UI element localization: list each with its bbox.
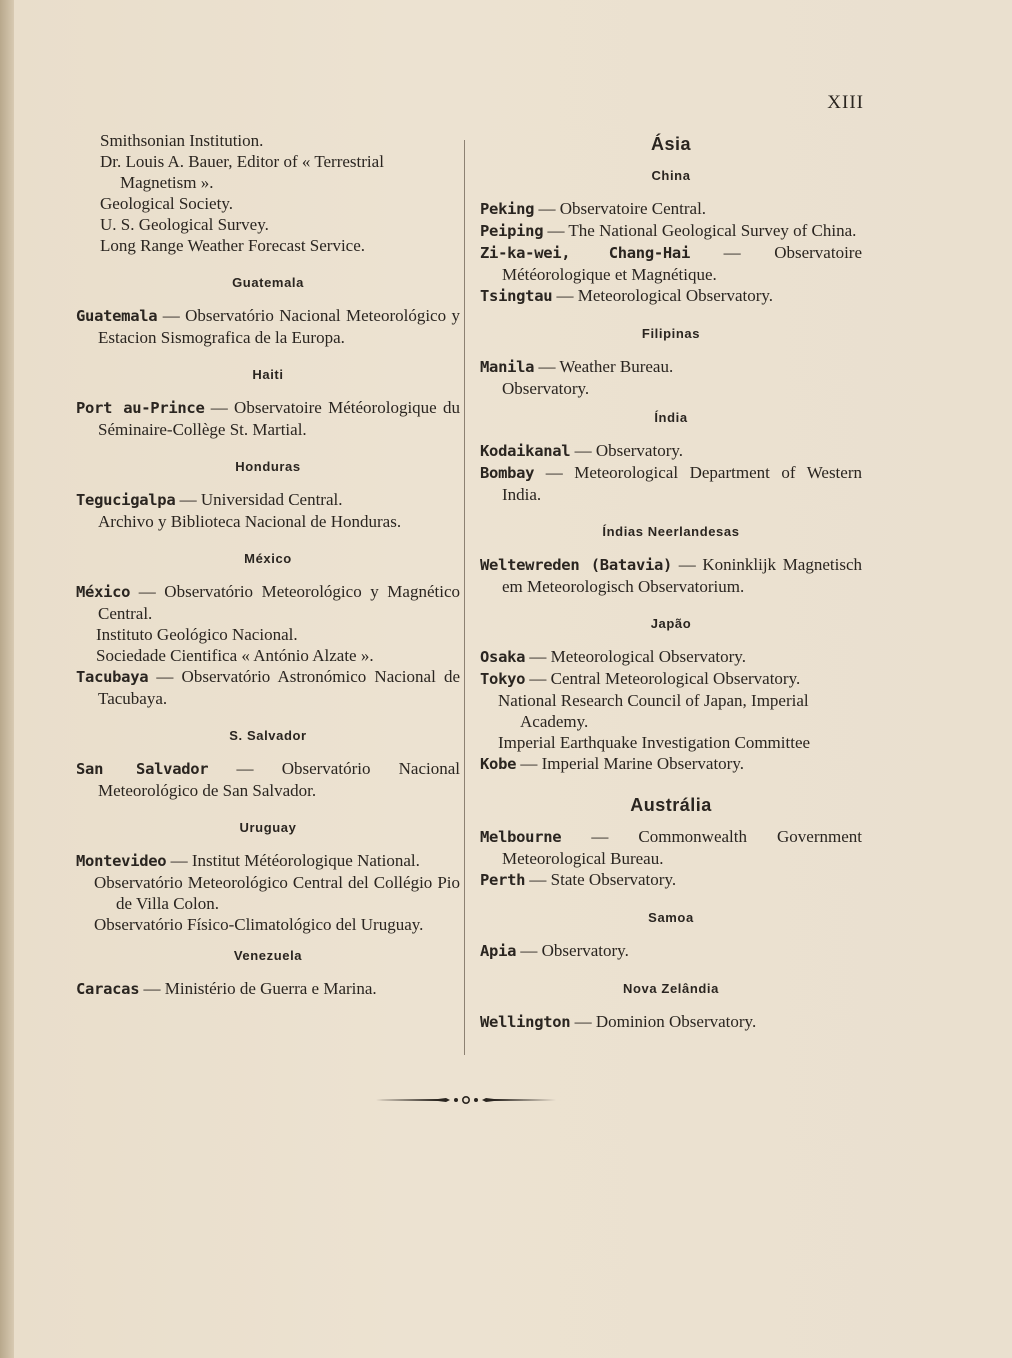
city-name: Bombay <box>480 464 535 482</box>
intro-line: Geological Society. <box>100 194 233 213</box>
institution-text: — Observatório Nacional Meteorológico y Estacion Sismografica de la Europa. <box>98 306 460 347</box>
column-divider <box>464 140 465 1055</box>
institution-text: Observatório Físico-Climatológico del Uruguay. <box>94 915 424 934</box>
city-name: Tegucigalpa <box>76 491 176 509</box>
institution-text: — Meteorological Department of Western India. <box>502 463 862 504</box>
entry-bombay <box>480 462 862 505</box>
institution-text: — Observatório Nacional Meteorológico de San Salvador. <box>98 759 460 800</box>
intro-line: U. S. Geological Survey. <box>100 215 269 234</box>
city-name: Weltewreden (Batavia) <box>480 556 673 574</box>
institution-text: — Commonwealth Government Meteorological Bureau. <box>502 827 862 868</box>
city-name: San Salvador <box>76 760 209 778</box>
section-heading-haiti: Haiti <box>252 367 284 382</box>
intro-line: Long Range Weather Forecast Service. <box>100 236 366 255</box>
city-name: México <box>76 583 131 601</box>
entry-caracas <box>76 978 460 1000</box>
right-column <box>480 130 862 1033</box>
entry-tokyo <box>480 668 862 690</box>
institution-text: — State Observatory. <box>525 870 677 889</box>
institution-text: — The National Geological Survey of China. <box>543 221 857 240</box>
intro-line: Smithsonian Institution. <box>100 131 264 150</box>
city-name: Wellington <box>480 1013 571 1031</box>
entry-san-salvador <box>76 758 460 801</box>
entry-osaka <box>480 646 862 668</box>
section-heading-uruguay: Uruguay <box>239 820 297 835</box>
entry-port-au-prince <box>76 397 460 440</box>
institution-text: — Observatório Astronómico Nacional de Tacubaya. <box>98 667 460 708</box>
city-name: Kodaikanal <box>480 442 571 460</box>
entry-weltewreden <box>480 554 862 597</box>
region-title-asia: Ásia <box>650 134 692 154</box>
entry-mexico <box>76 581 460 624</box>
institution-text: — Observatoire Central. <box>534 199 707 218</box>
city-name: Perth <box>480 871 526 889</box>
section-heading-guatemala: Guatemala <box>232 275 304 290</box>
city-name: Montevideo <box>76 852 167 870</box>
section-heading-indias-neerlandesas: Índias Neerlandesas <box>602 524 740 539</box>
entry-peking <box>480 198 862 220</box>
institution-text: Observatório Meteorológico Central del Collégio Pio de Villa Colon. <box>94 873 460 913</box>
institution-text: — Institut Météorologique National. <box>166 851 420 870</box>
city-name: Manila <box>480 358 535 376</box>
city-name: Peiping <box>480 222 544 240</box>
institution-text: Archivo y Biblioteca Nacional de Honduras. <box>98 512 402 531</box>
city-name: Tokyo <box>480 670 526 688</box>
institution-text: — Imperial Marine Observatory. <box>516 754 744 773</box>
entry-perth <box>480 869 862 891</box>
ornament-divider-icon <box>376 1092 556 1108</box>
institution-text: — Ministério de Guerra e Marina. <box>139 979 377 998</box>
entry-wellington <box>480 1011 862 1033</box>
institution-text: Instituto Geológico Nacional. <box>96 625 298 644</box>
section-heading-india: Índia <box>654 410 688 425</box>
institution-text: — Observatoire Météorologique et Magnétique. <box>502 243 862 284</box>
entry-tacubaya <box>76 666 460 709</box>
city-name: Tacubaya <box>76 668 149 686</box>
institution-text: — Meteorological Observatory. <box>525 647 746 666</box>
city-name: Peking <box>480 200 535 218</box>
page-edge <box>0 0 14 1358</box>
section-heading-japao: Japão <box>650 616 692 631</box>
city-name: Osaka <box>480 648 526 666</box>
city-name: Port au-Prince <box>76 399 205 417</box>
entry-peiping <box>480 220 862 242</box>
section-heading-nova-zelandia: Nova Zelândia <box>623 981 719 996</box>
section-heading-salvador: S. Salvador <box>229 728 307 743</box>
city-name: Zi-ka-wei, Chang-Hai <box>480 244 690 262</box>
entry-kodaikanal <box>480 440 862 462</box>
entry-tsingtau <box>480 285 862 307</box>
institution-text: — Meteorological Observatory. <box>552 286 774 305</box>
institution-text: — Weather Bureau. <box>534 357 674 376</box>
entry-montevideo <box>76 850 460 872</box>
entry-melbourne <box>480 826 862 869</box>
institution-text: — Observatório Meteorológico y Magnético Central. <box>98 582 460 623</box>
institution-text: — Central Meteorological Observatory. <box>525 669 801 688</box>
institution-text: — Koninklijk Magnetisch em Meteorologisch Observatorium. <box>502 555 863 596</box>
institution-text: Sociedade Cientifica « António Alzate ». <box>96 646 374 665</box>
intro-line: Dr. Louis A. Bauer, Editor of « Terrestrial <box>100 152 384 171</box>
institution-text: — Dominion Observatory. <box>570 1012 757 1031</box>
entry-kobe <box>480 753 862 775</box>
city-name: Apia <box>480 942 517 960</box>
entry-apia <box>480 940 862 962</box>
institution-text: — Universidad Central. <box>175 490 343 509</box>
section-heading-honduras: Honduras <box>235 459 301 474</box>
section-heading-mexico: México <box>244 551 292 566</box>
entry-guatemala <box>76 305 460 348</box>
entry-zi-ka-wei <box>480 242 862 285</box>
city-name: Tsingtau <box>480 287 553 305</box>
section-heading-samoa: Samoa <box>648 910 694 925</box>
institution-text: — Observatory. <box>516 941 629 960</box>
institution-text: — Observatoire Météorologique du Séminaire-Collège St. Martial. <box>98 398 460 439</box>
intro-line: Magnetism ». <box>120 173 214 192</box>
city-name: Guatemala <box>76 307 158 325</box>
region-title-australia: Austrália <box>630 795 712 815</box>
section-heading-filipinas: Filipinas <box>641 326 701 341</box>
page-number: XIII <box>827 92 864 113</box>
city-name: Kobe <box>480 755 517 773</box>
institution-text: Observatory. <box>502 379 590 398</box>
entry-tegucigalpa <box>76 489 460 511</box>
city-name: Melbourne <box>480 828 562 846</box>
institution-text: National Research Council of Japan, Imperial Academy. <box>498 691 809 731</box>
institution-text: Imperial Earthquake Investigation Committee <box>498 733 811 752</box>
section-heading-venezuela: Venezuela <box>233 948 303 963</box>
city-name: Caracas <box>76 980 140 998</box>
entry-manila <box>480 356 862 378</box>
left-column <box>76 130 460 1000</box>
institution-text: — Observatory. <box>570 441 684 460</box>
section-heading-china: China <box>651 168 691 183</box>
